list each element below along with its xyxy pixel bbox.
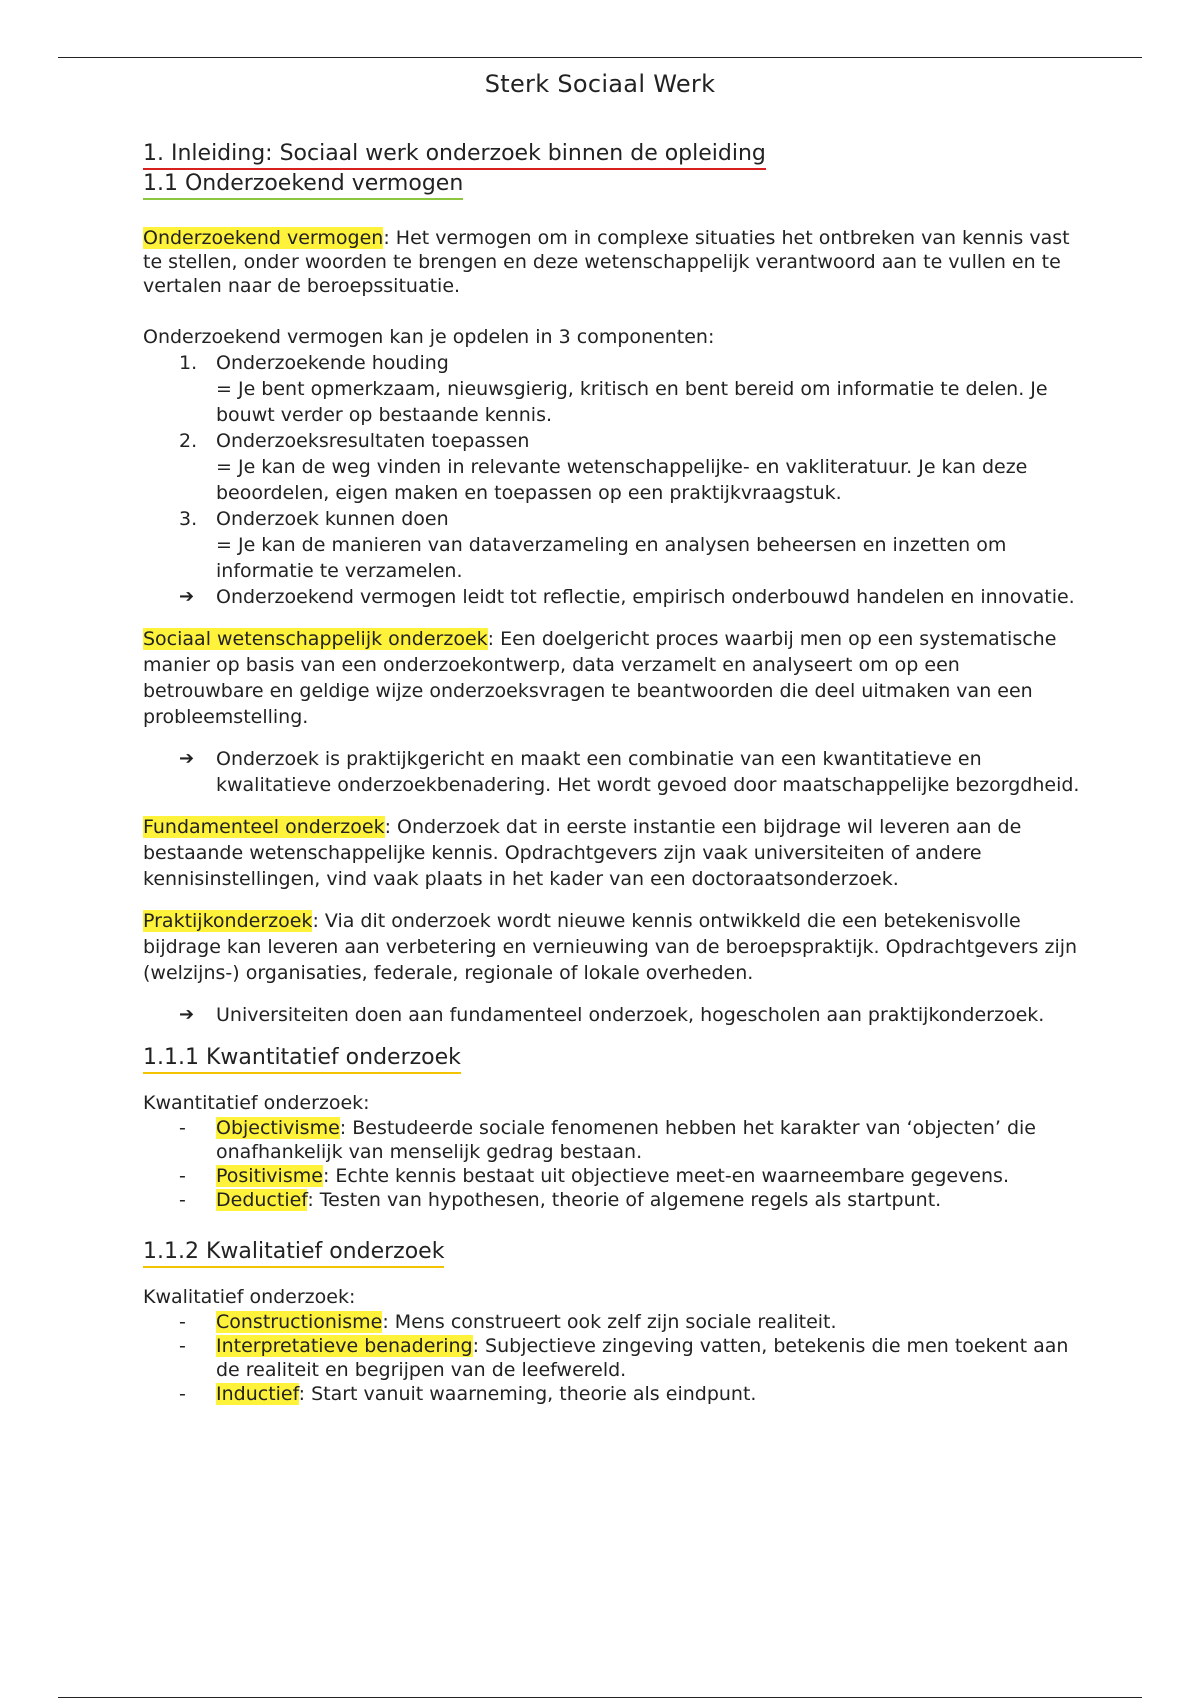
highlighted-term: Interpretatieve benadering	[216, 1335, 473, 1357]
dash-bullet: -	[179, 1117, 186, 1139]
definition-sociaal-wetenschappelijk-onderzoek: Sociaal wetenschappelijk onderzoek: Een doelgericht proces waarbij men op een systematische manier op basis van een onderzoekontwerp, data verzamelt en analyseert om op een betrouwbare en geldige wijze onderzoeksvragen te beantwoorden die deel uitmaken van een probleemstelling.	[143, 628, 1057, 728]
highlighted-term: Objectivisme	[216, 1117, 340, 1139]
definition-praktijkonderzoek: Praktijkonderzoek: Via dit onderzoek wordt nieuwe kennis ontwikkeld die een betekenisvolle bijdrage kan leveren aan verbetering en vernieuwing van de beroepspraktijk. Opdrachtgevers zijn (welzijns-) organisaties, federale, regionale of lokale overheden.	[143, 910, 1078, 984]
list-number: 3.	[179, 508, 198, 530]
list-item: - Objectivisme: Bestudeerde sociale fenomenen hebben het karakter van ‘objecten’ die onafhankelijk van menselijk gedrag bestaan.	[179, 1117, 1036, 1163]
dash-bullet: -	[179, 1165, 186, 1187]
arrow-note: ➔ Onderzoekend vermogen leidt tot reflectie, empirisch onderbouwd handelen en innovatie.	[179, 586, 1075, 608]
arrow-icon: ➔	[179, 586, 195, 607]
document-header-title: Sterk Sociaal Werk	[484, 70, 716, 98]
dash-bullet: -	[179, 1189, 186, 1211]
kwalitatief-intro: Kwalitatief onderzoek:	[143, 1286, 356, 1308]
dash-bullet: -	[179, 1335, 186, 1357]
highlighted-term: Inductief	[216, 1383, 299, 1405]
definition-fundamenteel-onderzoek: Fundamenteel onderzoek: Onderzoek dat in eerste instantie een bijdrage wil leveren aan de bestaande wetenschappelijke kennis. Opdrachtgevers zijn vaak universiteiten of andere kennisinstellingen, vind vaak plaats in het kader van een doctoraatsonderzoek.	[143, 816, 1022, 890]
section-1-1-1-heading: 1.1.1 Kwantitatief onderzoek	[143, 1044, 1083, 1074]
kwantitatief-intro: Kwantitatief onderzoek:	[143, 1092, 370, 1114]
kwalitatief-list	[143, 1310, 1083, 1406]
dash-bullet: -	[179, 1383, 186, 1405]
highlighted-term: Deductief	[216, 1189, 308, 1211]
document-body	[143, 140, 1083, 1406]
list-item: - Constructionisme: Mens construeert ook zelf zijn sociale realiteit.	[179, 1311, 837, 1333]
highlighted-term: Praktijkonderzoek	[143, 910, 313, 932]
header-rule	[58, 57, 1142, 58]
list-number: 2.	[179, 430, 198, 452]
list-item: 3. Onderzoek kunnen doen = Je kan de manieren van dataverzameling en analysen beheersen en inzetten om informatie te verzamelen.	[179, 508, 1007, 582]
list-item: 1. Onderzoekende houding = Je bent opmerkzaam, nieuwsgierig, kritisch en bent bereid om informatie te delen. Je bouwt verder op bestaande kennis.	[179, 352, 1048, 426]
list-item: - Deductief: Testen van hypothesen, theorie of algemene regels als startpunt.	[179, 1189, 942, 1211]
arrow-note: ➔ Onderzoek is praktijkgericht en maakt een combinatie van een kwantitatieve en kwalitatieve onderzoekbenadering. Het wordt gevoed door maatschappelijke bezorgdheid.	[179, 748, 1080, 796]
definition-onderzoekend-vermogen: Onderzoekend vermogen: Het vermogen om in complexe situaties het ontbreken van kennis vast te stellen, onder woorden te brengen en deze wetenschappelijk verantwoord aan te vullen en te vertalen naar de beroepssituatie.	[143, 227, 1070, 297]
arrow-icon: ➔	[179, 1004, 195, 1025]
section-1-heading: 1. Inleiding: Sociaal werk onderzoek binnen de opleiding	[143, 140, 1083, 170]
dash-bullet: -	[179, 1311, 186, 1333]
highlighted-term: Positivisme	[216, 1165, 323, 1187]
list-number: 1.	[179, 352, 198, 374]
highlighted-term: Constructionisme	[216, 1311, 383, 1333]
components-list	[143, 350, 1083, 610]
section-1-1-2-heading: 1.1.2 Kwalitatief onderzoek	[143, 1238, 1083, 1268]
kwantitatief-list	[143, 1116, 1083, 1212]
components-intro: Onderzoekend vermogen kan je opdelen in 3 componenten:	[143, 326, 715, 348]
highlighted-term: Onderzoekend vermogen	[143, 227, 384, 249]
arrow-icon: ➔	[179, 748, 195, 769]
highlighted-term: Fundamenteel onderzoek	[143, 816, 385, 838]
highlighted-term: Sociaal wetenschappelijk onderzoek	[143, 628, 488, 650]
list-item: - Interpretatieve benadering: Subjectieve zingeving vatten, betekenis die men toekent aan de realiteit en begrijpen van de leefwereld.	[179, 1335, 1069, 1381]
footer-rule	[58, 1697, 1142, 1698]
list-item: - Inductief: Start vanuit waarneming, theorie als eindpunt.	[179, 1383, 757, 1405]
list-item: 2. Onderzoeksresultaten toepassen = Je kan de weg vinden in relevante wetenschappelijke- en vakliteratuur. Je kan deze beoordelen, eigen maken en toepassen op een praktijkvraagstuk.	[179, 430, 1028, 504]
section-1-1-heading: 1.1 Onderzoekend vermogen	[143, 170, 1083, 200]
arrow-note: ➔ Universiteiten doen aan fundamenteel onderzoek, hogescholen aan praktijkonderzoek.	[179, 1004, 1045, 1026]
list-item: - Positivisme: Echte kennis bestaat uit objectieve meet-en waarneembare gegevens.	[179, 1165, 1009, 1187]
